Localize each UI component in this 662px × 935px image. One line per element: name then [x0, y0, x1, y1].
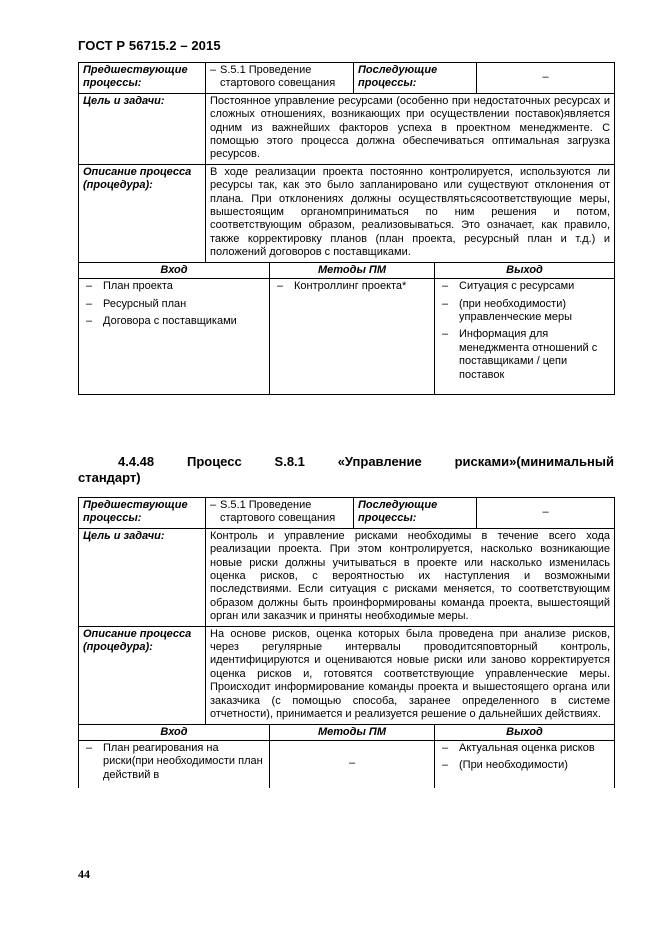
section-code: S.8.1	[274, 454, 305, 469]
successors-value: –	[477, 498, 615, 529]
process-table-risks	[78, 497, 615, 788]
process-table-resources	[78, 62, 615, 395]
section-title-start: «Управление	[337, 454, 422, 469]
input-header: Вход	[79, 262, 270, 278]
input-header: Вход	[79, 724, 270, 740]
section-title-line2: стандарт)	[78, 470, 141, 485]
list-item: – (при необходимости) управленческие меры	[439, 298, 610, 325]
output-cell	[435, 279, 615, 395]
goals-label: Цель и задачи:	[79, 528, 206, 626]
list-item: – Контроллинг проекта*	[274, 280, 430, 293]
predecessors-value	[206, 498, 354, 529]
list-item: – План реагирования на риски(при необходимости план действий в	[83, 742, 265, 782]
goals-text: Постоянное управление ресурсами (особенно при недостаточных ресурсах и сложных отношениях, возникающих при осуществлении поставок)является одним из важнейших факторов успеха в проектном менеджменте. С помощью этого процесса должна обеспечиваться оптимальная загрузка ресурсов.	[206, 93, 615, 164]
list-item: – Информация для менеджмента отношений с поставщиками / цепи поставок	[439, 328, 610, 382]
predecessors-value	[206, 63, 354, 94]
methods-header: Методы ПМ	[270, 262, 435, 278]
methods-cell	[270, 279, 435, 395]
successors-label: Последующие процессы:	[354, 498, 477, 529]
list-item: – Ситуация с ресурсами	[439, 280, 610, 293]
list-item: – Договора с поставщиками	[83, 315, 265, 328]
methods-cell: –	[270, 740, 435, 788]
section-number: 4.4.48	[118, 454, 155, 469]
output-cell	[435, 740, 615, 788]
description-label: Описание процесса (процедура):	[79, 164, 206, 262]
description-label: Описание процесса (процедура):	[79, 626, 206, 724]
description-row	[79, 626, 615, 724]
section-title-end: рисками»(минимальный	[454, 454, 614, 469]
predecessors-label: Предшествующие процессы:	[79, 63, 206, 94]
io-header-row	[79, 262, 615, 278]
predecessor-text: S.5.1 Проведение стартового совещания	[220, 499, 336, 525]
io-content-row	[79, 279, 615, 395]
output-list	[439, 280, 610, 382]
document-header: ГОСТ Р 56715.2 – 2015	[78, 38, 221, 53]
successors-label: Последующие процессы:	[354, 63, 477, 94]
predecessor-row	[79, 498, 615, 529]
description-row	[79, 164, 615, 262]
input-list	[83, 742, 265, 782]
description-text: В ходе реализации проекта постоянно контролируется, используются ли ресурсы так, как это было запланировано или существуют отклонения от плана. При отклонениях должны осуществлятьсясоответствующие меры, вышестоящим органомприниматься по ним решения и потом, соответствующим образом, реализовываться. Это означает, как правило, также корректировку планов (план проекта, ресурсный план и т.д.) и положений договоров с поставщиками.	[206, 164, 615, 262]
dash: –	[210, 64, 217, 76]
goals-text: Контроль и управление рисками необходимы в течение всего хода реализации проекта. При этом контролируется, насколько возникающие новые риски должны учитываться в проекте или насколько изменилась оценка рисков, с вероятностью их наступления и возможными последствиями. Если ситуация с рисками меняется, то соответствующим образом должны быть проинформированы команда проекта, вышестоящий орган или заказчик и приняты необходимые меры.	[206, 528, 615, 626]
description-text: На основе рисков, оценка которых была проведена при анализе рисков, через регулярные интервалы проводитсяповторный контроль, идентифицируются и оцениваются новые риски или заново корректируется оценка рисков и, готовятся соответствующие управленческие меры. Происходит информирование команды проекта и вышестоящего органа или заказчика (с помощью способа, заранее определенного в системе отчетности), принимается и реализуется решение о дальнейших действиях.	[206, 626, 615, 724]
methods-list	[274, 280, 430, 293]
io-header-row	[79, 724, 615, 740]
input-cell	[79, 740, 270, 788]
page-number: 44	[78, 867, 90, 881]
io-content-row	[79, 740, 615, 788]
output-header: Выход	[435, 262, 615, 278]
output-header: Выход	[435, 724, 615, 740]
dash: –	[210, 499, 217, 511]
predecessor-row	[79, 63, 615, 94]
goals-label: Цель и задачи:	[79, 93, 206, 164]
input-list	[83, 280, 265, 328]
section-heading	[78, 454, 614, 486]
list-item: – Актуальная оценка рисков	[439, 742, 610, 755]
methods-header: Методы ПМ	[270, 724, 435, 740]
list-item: – Ресурсный план	[83, 298, 265, 311]
output-list	[439, 742, 610, 773]
predecessor-text: S.5.1 Проведение стартового совещания	[220, 64, 336, 90]
successors-value: –	[477, 63, 615, 94]
input-cell	[79, 279, 270, 395]
list-item: – (При необходимости)	[439, 759, 610, 772]
goals-row	[79, 93, 615, 164]
predecessors-label: Предшествующие процессы:	[79, 498, 206, 529]
goals-row	[79, 528, 615, 626]
list-item: – План проекта	[83, 280, 265, 293]
section-word: Процесс	[186, 454, 242, 469]
